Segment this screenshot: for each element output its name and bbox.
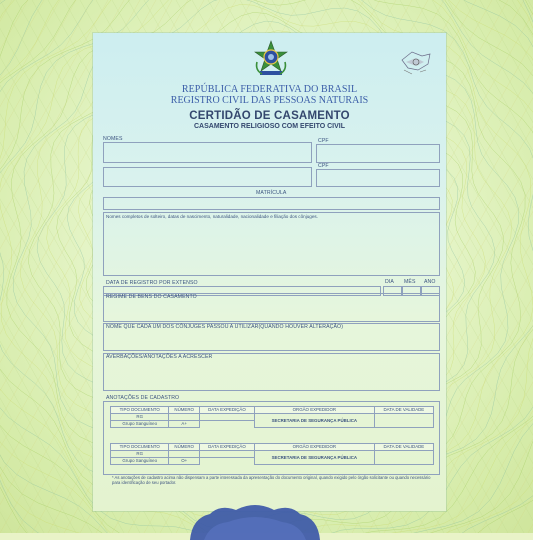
official-seal-icon xyxy=(180,500,330,540)
dia-label: DIA xyxy=(385,279,394,285)
regime-label: REGIME DE BENS DO CASAMENTO xyxy=(106,294,197,300)
hdr-validade: DATA DE VALIDADE xyxy=(374,407,433,414)
doc-numero-2[interactable] xyxy=(169,451,199,458)
grupo-blank-2 xyxy=(199,458,254,465)
doc-numero[interactable] xyxy=(169,414,199,421)
doc-orgao-2: SECRETARIA DE SEGURANÇA PÚBLICA xyxy=(254,451,374,465)
averbacoes-label: AVERBAÇÕES/ANOTAÇÕES A ACRESCER xyxy=(106,354,213,360)
cadastro-table-1 xyxy=(110,406,434,428)
nome-field-2[interactable] xyxy=(103,167,312,187)
matricula-label: MATRÍCULA xyxy=(256,190,287,196)
certificate-subtitle: CASAMENTO RELIGIOSO COM EFEITO CIVIL xyxy=(193,123,346,130)
conjuges-data-field[interactable] xyxy=(103,212,440,276)
hdr-numero-2: NÚMERO xyxy=(169,444,199,451)
doc-validade-2[interactable] xyxy=(374,451,433,465)
cpf-label-2: CPF xyxy=(318,163,329,169)
cpf-label-1: CPF xyxy=(318,138,329,144)
republic-title: REPÚBLICA FEDERATIVA DO BRASIL xyxy=(181,84,358,95)
coat-of-arms-icon xyxy=(253,40,289,78)
nome-field-1[interactable] xyxy=(103,142,312,163)
cpf-field-2[interactable] xyxy=(316,169,440,187)
doc-data[interactable] xyxy=(199,414,254,421)
doc-validade[interactable] xyxy=(374,414,433,428)
hdr-validade-2: DATA DE VALIDADE xyxy=(374,444,433,451)
cadastro-table-2 xyxy=(110,443,434,465)
hdr-orgao: ORGÃO EXPEDIDOR xyxy=(254,407,374,414)
ano-label: ANO xyxy=(424,279,436,285)
grupo-label-2: Grupo Sanguíneo xyxy=(111,458,169,465)
nome-conjuges-label: NOME QUE CADA UM DOS CÔNJUGES PASSOU A UTILIZAR(QUANDO HOUVER ALTERAÇÃO) xyxy=(106,324,344,330)
cpf-field-1[interactable] xyxy=(316,144,440,163)
grupo-valor-2: O+ xyxy=(169,458,199,465)
hdr-data-exp: DATA EXPEDIÇÃO xyxy=(199,407,254,414)
nomes-label: NOMES xyxy=(103,136,123,142)
cadastro-footnote: * As anotações de cadastro acima não dispensam a parte interessada da apresentação do documento original, quando exigido pelo órgão solicitante ou quando necessário para identificação de seu portador. xyxy=(112,475,431,486)
cadastro-title: ANOTAÇÕES DE CADASTRO xyxy=(106,395,180,401)
hdr-tipo-2: TIPO DOCUMENTO xyxy=(111,444,169,451)
conjuges-hint: Nomes completos de solteiro, datas de nascimento, naturalidade, nacionalidade e filiação dos cônjuges. xyxy=(106,214,318,219)
mes-label: MÊS xyxy=(404,279,416,285)
hdr-numero: NÚMERO xyxy=(169,407,199,414)
grupo-blank xyxy=(199,421,254,428)
registry-seal-icon xyxy=(398,48,434,78)
certificate-title: CERTIDÃO DE CASAMENTO xyxy=(189,110,350,122)
doc-tipo-2: RG xyxy=(111,451,169,458)
doc-tipo: RG xyxy=(111,414,169,421)
grupo-valor: A+ xyxy=(169,421,199,428)
hdr-orgao-2: ORGÃO EXPEDIDOR xyxy=(254,444,374,451)
hdr-data-exp-2: DATA EXPEDIÇÃO xyxy=(199,444,254,451)
doc-data-2[interactable] xyxy=(199,451,254,458)
hdr-tipo: TIPO DOCUMENTO xyxy=(111,407,169,414)
doc-orgao: SECRETARIA DE SEGURANÇA PÚBLICA xyxy=(254,414,374,428)
registry-title: REGISTRO CIVIL DAS PESSOAS NATURAIS xyxy=(170,95,369,106)
matricula-field[interactable] xyxy=(103,197,440,210)
data-registro-label: DATA DE REGISTRO POR EXTENSO xyxy=(106,280,198,286)
grupo-label: Grupo Sanguíneo xyxy=(111,421,169,428)
